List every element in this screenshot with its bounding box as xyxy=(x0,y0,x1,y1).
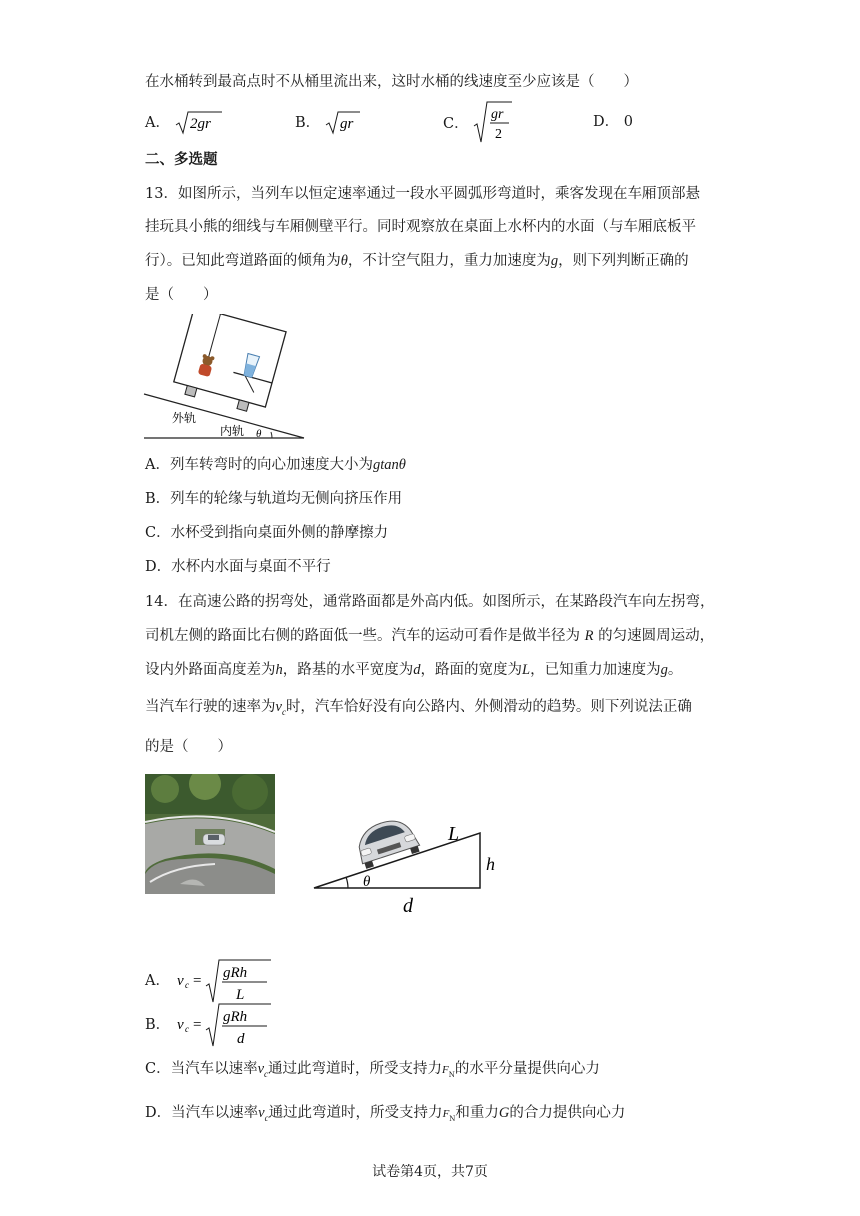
text: ，不计空气阻力，重力加速度为 xyxy=(347,253,551,269)
option-b-den: d xyxy=(236,1031,245,1047)
q13-option-c: C．水杯受到指向桌面外侧的静摩擦力 xyxy=(145,525,389,541)
option-a-expr: 2gr xyxy=(189,116,211,132)
text: ，路基的水平宽度为 xyxy=(282,662,414,678)
text: 的水平分量提供向心力 xyxy=(454,1061,600,1077)
option-c-num: gr xyxy=(491,107,504,122)
text: 行）。已知此弯道路面的倾角为 xyxy=(145,253,341,269)
q13-option-d: D．水杯内水面与桌面不平行 xyxy=(145,559,331,575)
option-a-num: gRh xyxy=(222,965,247,981)
q14-line-3 xyxy=(145,660,682,680)
option-b-expr: gr xyxy=(339,116,354,132)
q12-option-b xyxy=(295,110,361,136)
option-label: B． xyxy=(295,115,321,131)
option-label: B． xyxy=(145,1017,171,1033)
option-d-value: 0 xyxy=(623,114,633,130)
option-a-formula xyxy=(175,958,275,1004)
v-subscript: c xyxy=(281,706,286,717)
svg-text:=: = xyxy=(192,973,202,989)
text: ，已知重力加速度为 xyxy=(530,662,661,678)
text: ，路面的宽度为 xyxy=(420,662,522,678)
q14-line-4 xyxy=(145,697,692,722)
F-subscript: N xyxy=(448,1070,455,1079)
R-symbol: R xyxy=(584,628,594,644)
option-label: C． xyxy=(443,116,469,132)
text: 的合力提供向心力 xyxy=(509,1105,626,1121)
section-title: 二、多选题 xyxy=(145,152,218,168)
d-symbol: d xyxy=(413,662,421,678)
q12-stem-tail: 在水桶转到最高点时不从桶里流出来，这时水桶的线速度至少应该是（ ） xyxy=(145,74,638,90)
q14-option-a xyxy=(145,958,275,1004)
text: 。 xyxy=(667,662,683,678)
text: 设内外路面高度差为 xyxy=(145,662,276,678)
F-subscript: N xyxy=(449,1114,456,1123)
G-symbol: G xyxy=(498,1105,510,1121)
angle-theta-label: θ xyxy=(363,874,371,890)
q12-option-c xyxy=(443,100,513,144)
text: 时，汽车恰好没有向公路内、外侧滑动的趋势。则下列说法正确 xyxy=(285,699,692,715)
q13-option-a xyxy=(145,455,406,475)
text: D．当汽车以速率 xyxy=(145,1105,259,1121)
v-subscript: c xyxy=(264,1112,269,1123)
text: 和重力 xyxy=(455,1105,499,1121)
v-symbol: v xyxy=(257,1061,265,1077)
q12-option-a xyxy=(145,110,223,136)
inner-rail-label: 内轨 xyxy=(220,424,245,438)
h-label: h xyxy=(486,854,495,874)
v-subscript: c xyxy=(184,980,189,990)
text: C．当汽车以速率 xyxy=(145,1061,258,1077)
text: 通过此弯道时，所受支持力 xyxy=(268,1061,443,1077)
option-label: D． xyxy=(593,114,620,130)
text: 当汽车行驶的速率为 xyxy=(145,699,276,715)
sqrt-sign-icon xyxy=(175,110,223,136)
text: 司机左侧的路面比右侧的路面低一些。汽车的运动可看作是做半径为 xyxy=(145,628,580,644)
v-subscript: c xyxy=(264,1068,269,1079)
v-symbol: v xyxy=(176,973,184,989)
g-symbol: g xyxy=(550,253,559,269)
v-symbol: v xyxy=(176,1017,184,1033)
incline-diagram xyxy=(308,800,500,920)
svg-text:=: = xyxy=(192,1017,202,1033)
q14-option-d xyxy=(145,1103,625,1129)
q14-line-2 xyxy=(145,626,714,646)
option-b-formula xyxy=(175,1002,275,1048)
option-label: A． xyxy=(145,115,170,131)
d-label: d xyxy=(403,895,413,917)
outer-rail-label: 外轨 xyxy=(172,411,197,425)
option-a-math: gtanθ xyxy=(372,457,406,473)
train-car-body xyxy=(171,314,286,416)
q14-option-b xyxy=(145,1002,275,1048)
text: A．列车转弯时的向心加速度大小为 xyxy=(145,457,373,473)
text: ，则下列判断正确的 xyxy=(558,253,689,269)
option-b-num: gRh xyxy=(222,1009,247,1025)
L-symbol: L xyxy=(522,662,531,678)
sqrt-sign-icon xyxy=(473,100,513,144)
v-subscript: c xyxy=(184,1024,189,1034)
page-footer: 试卷第4页，共7页 xyxy=(372,1164,488,1180)
h-symbol: h xyxy=(275,662,283,678)
q13-line-3 xyxy=(145,251,689,271)
highway-curve-photo xyxy=(145,774,275,894)
option-a-den: L xyxy=(235,987,244,1003)
angle-theta-label: θ xyxy=(256,428,262,440)
option-label: A． xyxy=(145,973,170,989)
text: 通过此弯道时，所受支持力 xyxy=(268,1105,443,1121)
theta-symbol: θ xyxy=(340,253,348,269)
q13-option-b: B．列车的轮缘与轨道均无侧向挤压作用 xyxy=(145,491,403,507)
L-label: L xyxy=(448,823,460,845)
q13-line-2: 挂玩具小熊的细线与车厢侧壁平行。同时观察放在桌面上水杯内的水面（与车厢底板平 xyxy=(145,219,696,235)
F-symbol: F xyxy=(442,1064,449,1076)
g-symbol: g xyxy=(660,662,668,678)
q14-option-c xyxy=(145,1059,600,1085)
q13-line-4: 是（ ） xyxy=(145,287,218,303)
text: 的匀速圆周运动， xyxy=(598,628,715,644)
car-photo-icon xyxy=(203,834,225,845)
q14-line-1: 14．在高速公路的拐弯处，通常路面都是外高内低。如图所示，在某路段汽车向左拐弯， xyxy=(145,594,715,610)
q14-line-5: 的是（ ） xyxy=(145,739,232,755)
q13-line-1: 13．如图所示，当列车以恒定速率通过一段水平圆弧形弯道时，乘客发现在车厢顶部悬 xyxy=(145,186,700,202)
sqrt-sign-icon xyxy=(325,110,361,136)
option-c-den: 2 xyxy=(495,127,503,142)
q12-option-d xyxy=(593,112,633,132)
train-car-figure xyxy=(142,314,306,442)
F-symbol: F xyxy=(442,1108,450,1120)
v-symbol: v xyxy=(275,699,282,715)
v-symbol: v xyxy=(258,1105,265,1121)
